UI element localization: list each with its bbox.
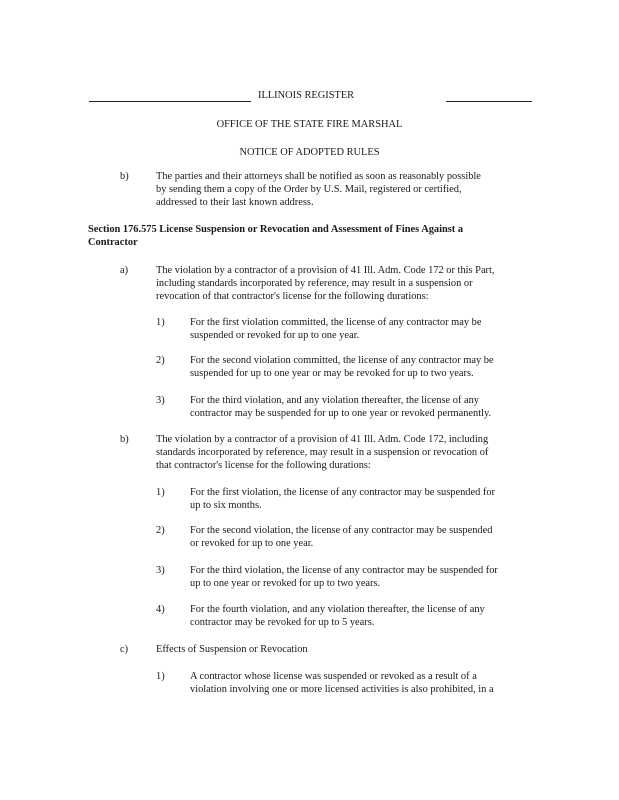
b3-line: For the third violation, the license of any contractor may be suspended for [190,565,498,576]
a1-line: suspended or revoked for up to one year. [190,330,360,341]
a1-line: For the first violation committed, the license of any contractor may be [190,317,482,328]
header-rule-right [446,101,532,102]
a-line: revocation of that contractor's license for the following durations: [156,291,429,302]
b2-line: or revoked for up to one year. [190,538,314,549]
b3-marker: 3) [156,565,165,576]
section-heading: Section 176.575 License Suspension or Revocation and Assessment of Fines Against a [88,224,464,235]
b3-line: up to one year or revoked for up to two years. [190,578,381,589]
b4-line: For the fourth violation, and any violation thereafter, the license of any [190,604,485,615]
notice-title: NOTICE OF ADOPTED RULES [239,147,380,158]
a-marker: a) [120,265,129,276]
agency-name: OFFICE OF THE STATE FIRE MARSHAL [216,119,403,130]
b1-line: For the first violation, the license of any contractor may be suspended for [190,487,495,498]
b4-marker: 4) [156,604,165,615]
register-title: ILLINOIS REGISTER [258,90,355,101]
b1-marker: 1) [156,487,165,498]
a-line: The violation by a contractor of a provision of 41 Ill. Adm. Code 172 or this Part, [156,265,495,276]
c-title: Effects of Suspension or Revocation [156,644,308,655]
a3-line: contractor may be suspended for up to one year or revoked permanently. [190,408,492,419]
c1-line: violation involving one or more licensed activities is also prohibited, in a [190,684,494,695]
b-line: standards incorporated by reference, may result in a suspension or revocation of [156,447,489,458]
prev-b-line: addressed to their last known address. [156,197,314,208]
c1-line: A contractor whose license was suspended or revoked as a result of a [190,671,477,682]
header-rule-left [89,101,251,102]
c1-marker: 1) [156,671,165,682]
b-line: The violation by a contractor of a provision of 41 Ill. Adm. Code 172, including [156,434,489,445]
section-heading-cont: Contractor [88,237,138,248]
a3-marker: 3) [156,395,165,406]
b2-line: For the second violation, the license of any contractor may be suspended [190,525,493,536]
a3-line: For the third violation, and any violation thereafter, the license of any [190,395,479,406]
a1-marker: 1) [156,317,165,328]
prev-b-line: The parties and their attorneys shall be notified as soon as reasonably possible [156,171,481,182]
prev-b-line: by sending them a copy of the Order by U.S. Mail, registered or certified, [156,184,462,195]
b4-line: contractor may be revoked for up to 5 years. [190,617,375,628]
a-line: including standards incorporated by reference, may result in a suspension or [156,278,473,289]
c-marker: c) [120,644,129,655]
prev-b-marker: b) [120,171,129,182]
a2-marker: 2) [156,355,165,366]
b-marker: b) [120,434,129,445]
a2-line: For the second violation committed, the license of any contractor may be [190,355,494,366]
b1-line: up to six months. [190,500,262,511]
b2-marker: 2) [156,525,165,536]
b-line: that contractor's license for the following durations: [156,460,371,471]
a2-line: suspended for up to one year or may be revoked for up to two years. [190,368,474,379]
